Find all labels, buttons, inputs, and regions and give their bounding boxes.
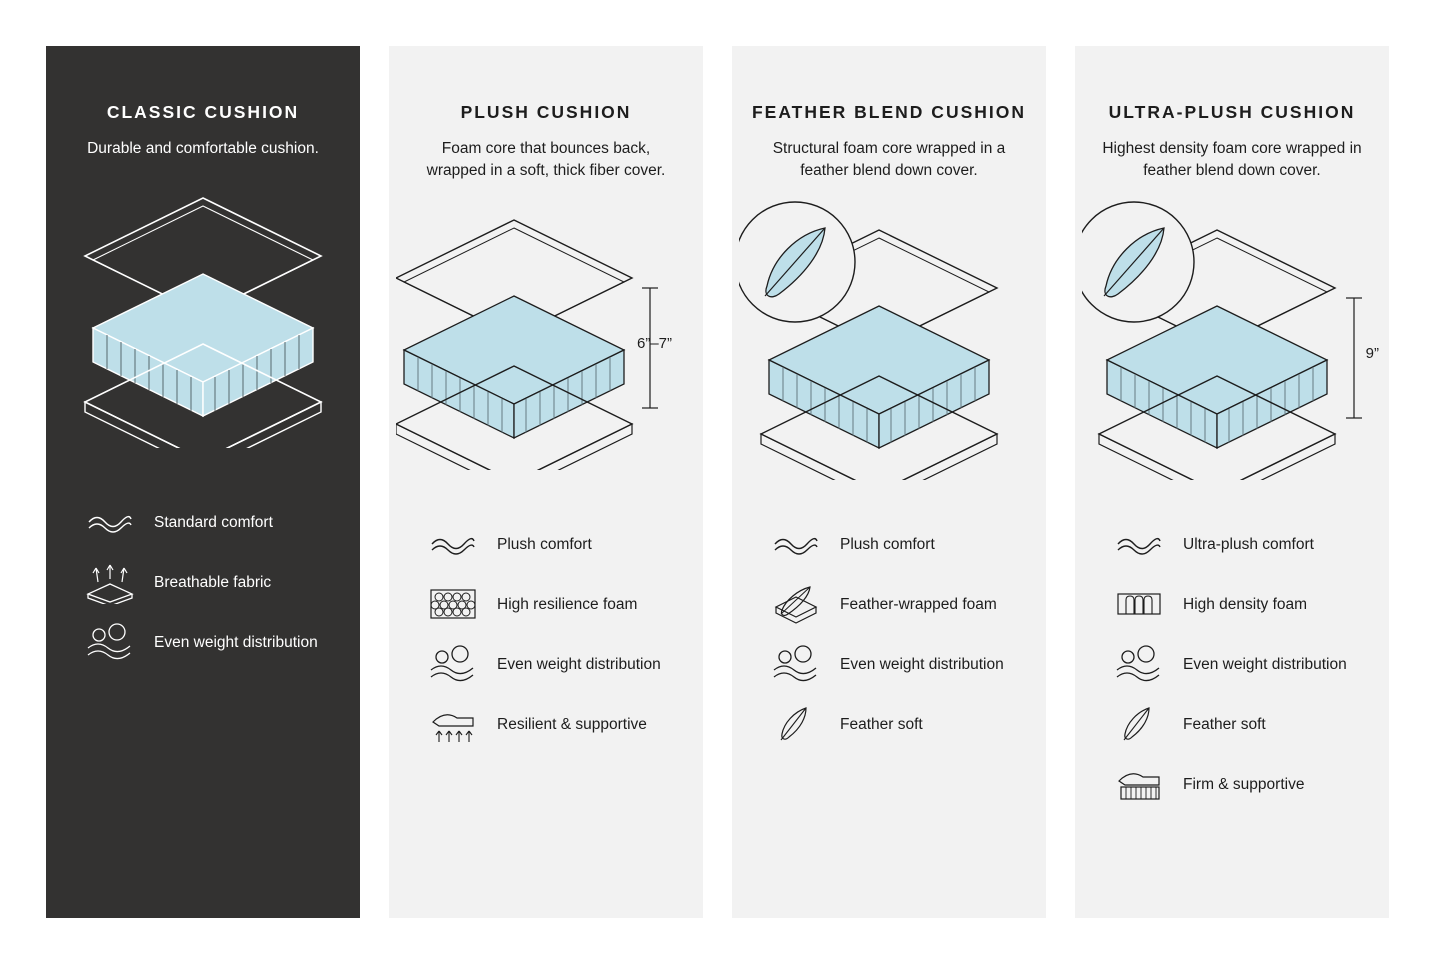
firm-support-icon: [1113, 763, 1165, 805]
wave-comfort-icon: [84, 501, 136, 543]
feather-icon: [1113, 703, 1165, 745]
feature-label: Breathable fabric: [154, 573, 272, 591]
exploded-cushion-illustration: [739, 200, 1039, 480]
feature-item: [1113, 754, 1355, 814]
cushion-layer-diagram-plush: [389, 200, 703, 500]
cushion-layer-diagram-ultra-plush: [1075, 200, 1389, 500]
feature-item: [427, 694, 669, 754]
feather-wrapped-foam-icon: [770, 583, 822, 625]
feature-item: [770, 634, 1012, 694]
feature-label: Even weight distribution: [154, 633, 318, 651]
feature-item: [427, 634, 669, 694]
wave-comfort-icon: [770, 523, 822, 565]
wave-comfort-icon: [1113, 523, 1165, 565]
exploded-cushion-illustration: [73, 178, 333, 448]
exploded-cushion-illustration: [1082, 200, 1382, 480]
feature-list: [732, 514, 1046, 754]
card-description: Foam core that bounces back, wrapped in a soft, thick fiber cover.: [426, 140, 666, 179]
feature-label: Feather soft: [1183, 715, 1266, 733]
high-density-foam-icon: [1113, 583, 1165, 625]
feather-icon: [770, 703, 822, 745]
dimension-label: 6”–7”: [637, 335, 673, 352]
feature-label: Even weight distribution: [1183, 655, 1347, 673]
feature-item: [427, 514, 669, 574]
feature-item: [770, 574, 1012, 634]
feature-item: [1113, 634, 1355, 694]
dimension-label: 9”: [1365, 345, 1379, 362]
feature-label: High density foam: [1183, 595, 1308, 613]
card-title: CLASSIC CUSHION: [106, 102, 300, 122]
feature-list: [389, 514, 703, 754]
feature-label: Resilient & supportive: [497, 715, 647, 733]
feature-label: Ultra-plush comfort: [1183, 535, 1314, 553]
card-description: Highest density foam core wrapped in feather blend down cover.: [1102, 140, 1362, 179]
cushion-layer-diagram-feather-blend: [732, 200, 1046, 500]
feature-list: [1075, 514, 1389, 814]
feature-item: [1113, 574, 1355, 634]
feature-label: Feather soft: [840, 715, 923, 733]
cushion-card-feather-blend: [732, 46, 1046, 918]
even-weight-distribution-icon: [84, 621, 136, 663]
feature-label: Even weight distribution: [840, 655, 1004, 673]
feature-item: [84, 492, 326, 552]
wave-comfort-icon: [427, 523, 479, 565]
card-title: PLUSH CUSHION: [460, 102, 632, 122]
card-description: Durable and comfortable cushion.: [87, 140, 319, 157]
feature-item: [84, 552, 326, 612]
even-weight-distribution-icon: [427, 643, 479, 685]
feature-label: Standard comfort: [154, 513, 273, 531]
feature-label: High resilience foam: [497, 595, 638, 613]
resilient-support-icon: [427, 703, 479, 745]
feature-label: Firm & supportive: [1183, 775, 1305, 793]
feature-label: Plush comfort: [840, 535, 935, 553]
feature-label: Feather-wrapped foam: [840, 595, 997, 613]
card-title: FEATHER BLEND CUSHION: [751, 102, 1027, 122]
even-weight-distribution-icon: [1113, 643, 1165, 685]
cushion-card-classic: [46, 46, 360, 918]
cushion-layer-diagram-classic: [46, 178, 360, 478]
feature-label: Plush comfort: [497, 535, 592, 553]
card-title: ULTRA-PLUSH CUSHION: [1108, 102, 1356, 122]
feature-item: [770, 514, 1012, 574]
feature-item: [1113, 694, 1355, 754]
breathable-fabric-icon: [84, 561, 136, 603]
cushion-card-plush: [389, 46, 703, 918]
honeycomb-foam-icon: [427, 583, 479, 625]
feature-item: [427, 574, 669, 634]
even-weight-distribution-icon: [770, 643, 822, 685]
card-description: Structural foam core wrapped in a feather blend down cover.: [772, 140, 1006, 179]
cushion-card-ultra-plush: [1075, 46, 1389, 918]
feature-item: [770, 694, 1012, 754]
feature-item: [1113, 514, 1355, 574]
feature-item: [84, 612, 326, 672]
feature-label: Even weight distribution: [497, 655, 661, 673]
feature-list: [46, 492, 360, 672]
